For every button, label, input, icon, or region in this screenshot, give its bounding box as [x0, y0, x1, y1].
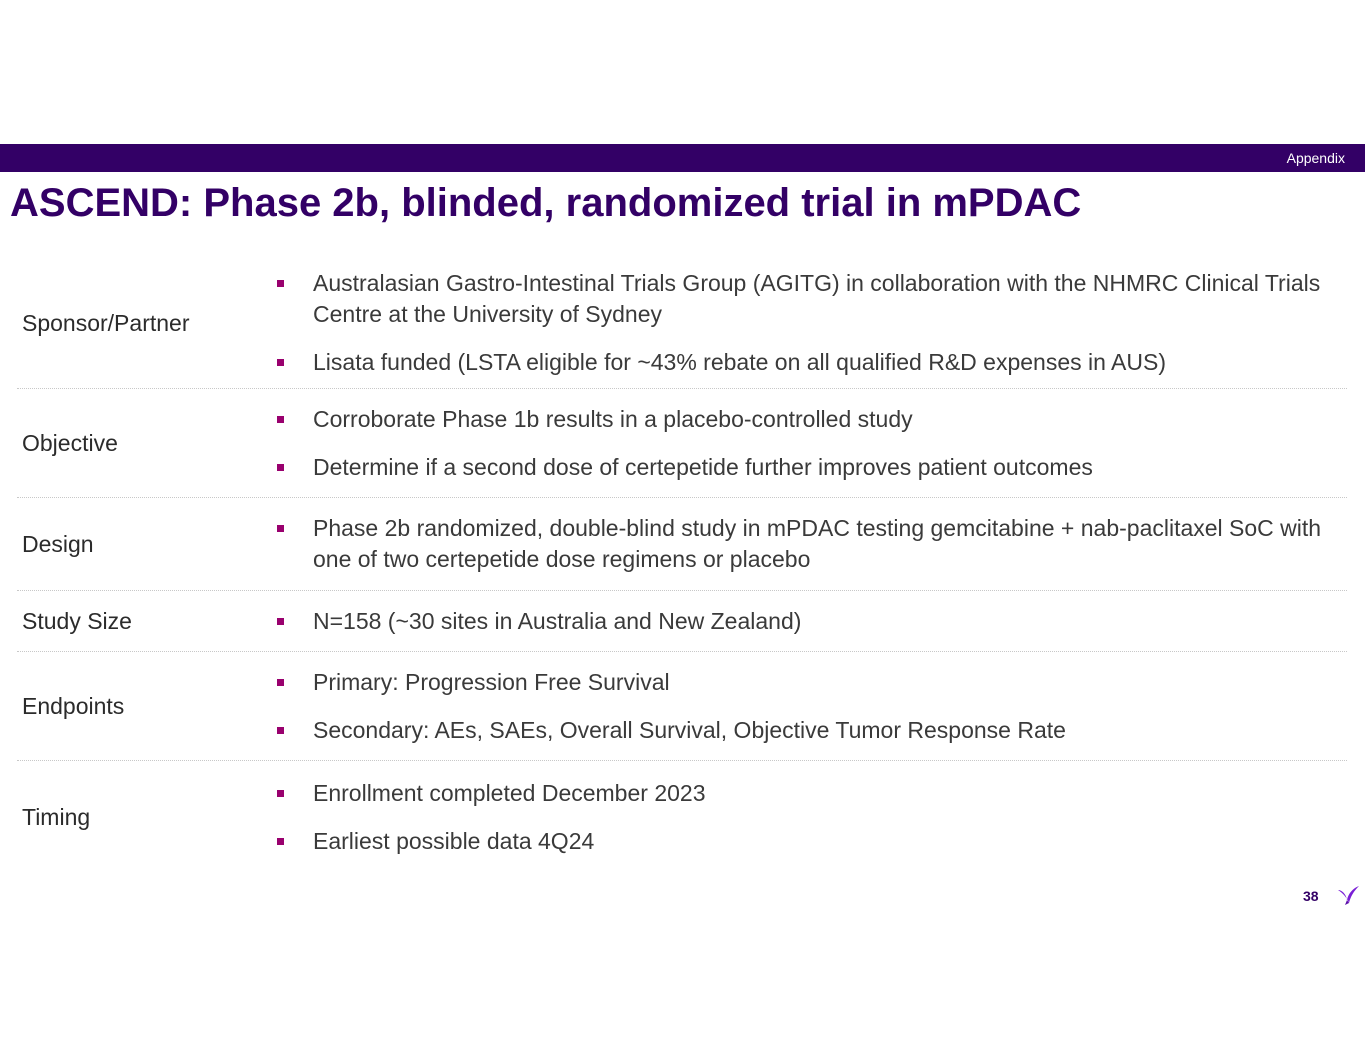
bullet-item — [274, 715, 1347, 746]
bullet-text: Corroborate Phase 1b results in a placebo-controlled study — [313, 405, 913, 432]
top-bar — [0, 144, 1365, 172]
square-bullet-icon — [277, 525, 284, 532]
bullet-item — [274, 778, 1347, 809]
row-label: Endpoints — [22, 693, 125, 719]
page-number: 38 — [1303, 888, 1319, 904]
bullet-item — [274, 404, 1347, 435]
section-tag: Appendix — [1286, 150, 1345, 166]
bullet-text: Secondary: AEs, SAEs, Overall Survival, Objective Tumor Response Rate — [313, 716, 1066, 743]
square-bullet-icon — [277, 416, 284, 423]
row-label: Objective — [22, 430, 118, 456]
square-bullet-icon — [277, 464, 284, 471]
bullet-text: Earliest possible data 4Q24 — [313, 827, 595, 854]
row-label: Timing — [22, 804, 91, 830]
row-label: Study Size — [22, 608, 132, 634]
bullet-list — [274, 606, 1347, 637]
bullet-list — [274, 778, 1347, 857]
bullet-list — [274, 667, 1347, 746]
square-bullet-icon — [277, 727, 284, 734]
bullet-item — [274, 826, 1347, 857]
slide-title: ASCEND: Phase 2b, blinded, randomized trial in mPDAC — [10, 181, 1082, 225]
bullet-text: Lisata funded (LSTA eligible for ~43% rebate on all qualified R&D expenses in AUS) — [313, 349, 1166, 375]
bullet-item — [274, 452, 1347, 483]
bullet-text: N=158 (~30 sites in Australia and New Zealand) — [313, 607, 802, 634]
row-label: Sponsor/Partner — [22, 310, 190, 336]
bullet-text: Enrollment completed December 2023 — [313, 779, 706, 806]
bullet-item — [274, 347, 1347, 378]
row-objective — [17, 389, 1347, 498]
study-details-table — [17, 258, 1347, 873]
bullet-text: Determine if a second dose of certepetide further improves patient outcomes — [313, 453, 1093, 480]
bullet-list — [274, 404, 1347, 483]
bird-logo-icon — [1336, 884, 1360, 906]
row-design — [17, 498, 1347, 591]
square-bullet-icon — [277, 679, 284, 686]
bullet-item — [274, 667, 1347, 698]
square-bullet-icon — [277, 359, 284, 366]
square-bullet-icon — [277, 280, 284, 287]
bullet-item — [274, 513, 1347, 575]
bullet-text: Australasian Gastro-Intestinal Trials Group (AGITG) in collaboration with the NHMRC Clinical Trials Centre at the University of Sydney — [313, 270, 1321, 327]
bullet-list — [274, 513, 1347, 575]
square-bullet-icon — [277, 618, 284, 625]
row-endpoints — [17, 652, 1347, 761]
bullet-item — [274, 268, 1347, 330]
bullet-list — [274, 268, 1347, 378]
bullet-item — [274, 606, 1347, 637]
row-sponsor-partner — [17, 258, 1347, 389]
bullet-text: Phase 2b randomized, double-blind study in mPDAC testing gemcitabine + nab-paclitaxel SoC with one of two certepetide dose regimens or placebo — [313, 515, 1322, 572]
bullet-text: Primary: Progression Free Survival — [313, 668, 670, 695]
row-study-size — [17, 591, 1347, 652]
square-bullet-icon — [277, 838, 284, 845]
square-bullet-icon — [277, 790, 284, 797]
row-label: Design — [22, 531, 94, 557]
row-timing — [17, 761, 1347, 873]
